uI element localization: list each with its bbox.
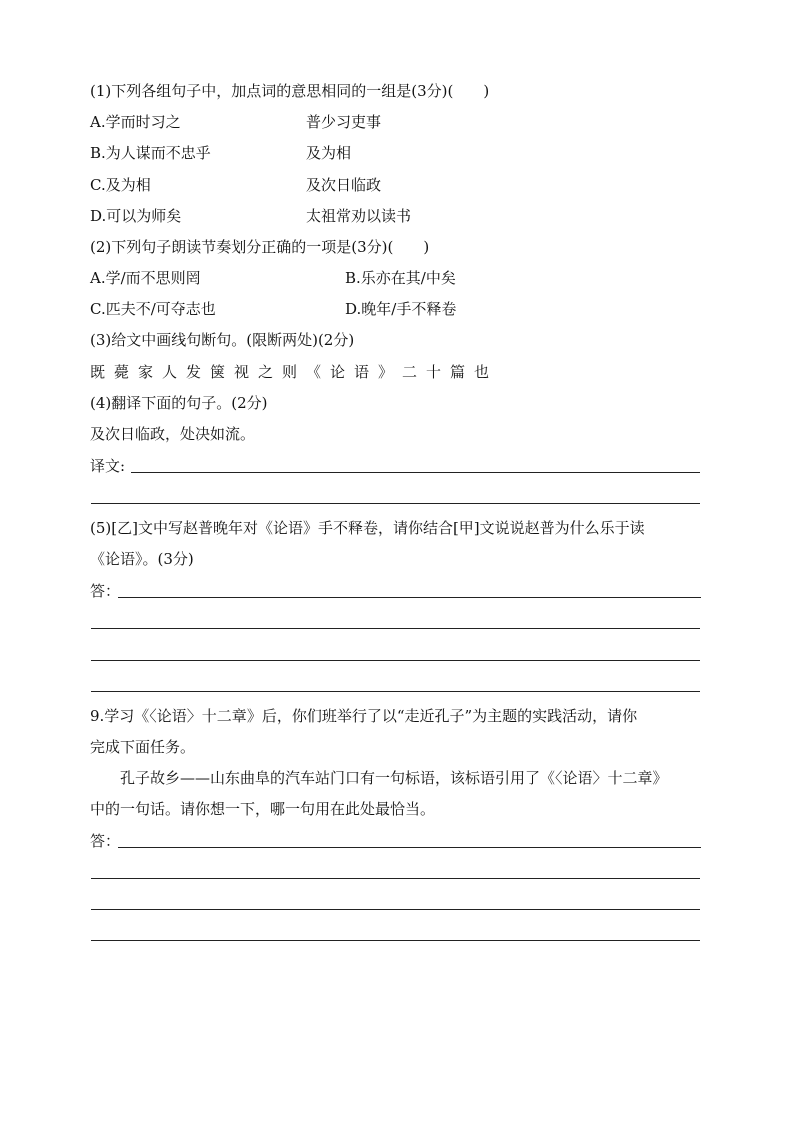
q8-3-stem: (3)给文中画线句断句。(限断两处)(2分): [90, 331, 355, 349]
q8-2-option-a: A.学/而不思则罔: [90, 269, 201, 287]
q8-5-answer-line-4[interactable]: [91, 691, 700, 692]
q8-1-option-a-right: 普少习吏事: [306, 113, 382, 131]
q8-1-option-c-left: C.及为相: [90, 176, 151, 194]
q8-5-answer-line-3[interactable]: [91, 660, 700, 661]
q8-2-option-c: C.匹夫不/可夺志也: [90, 300, 216, 318]
q8-4-answer-line-2[interactable]: [91, 503, 700, 504]
q8-1-option-b-left: B.为人谋而不忠乎: [90, 144, 211, 162]
q8-5-stem-line-2: 《论语》。(3分): [90, 550, 194, 568]
q8-2-option-b: B.乐亦在其/中矣: [345, 269, 456, 287]
q9-answer-line-3[interactable]: [91, 909, 700, 910]
q9-answer-line-2[interactable]: [91, 878, 700, 879]
q8-5-answer-label: 答：: [90, 582, 121, 600]
q8-1-option-d-right: 太祖常劝以读书: [306, 207, 412, 225]
q9-stem-line-2: 完成下面任务。: [90, 738, 196, 756]
q8-1-option-b-right: 及为相: [306, 144, 352, 162]
q8-2-stem: (2)下列句子朗读节奏划分正确的一项是(3分)( ): [90, 238, 430, 256]
q9-stem-line-1: 9.学习《〈论语〉十二章》后，你们班举行了以“走近孔子”为主题的实践活动，请你: [90, 707, 638, 725]
q8-3-sentence: 既薨家人发箧视之则《论语》二十篇也: [90, 363, 499, 381]
q8-4-answer-label: 译文:: [90, 457, 126, 475]
q8-4-stem: (4)翻译下面的句子。(2分): [90, 394, 268, 412]
q9-answer-line-1[interactable]: [118, 847, 701, 848]
q9-task-line-1: 孔子故乡——山东曲阜的汽车站门口有一句标语，该标语引用了《〈论语〉十二章》: [120, 769, 668, 787]
q9-answer-line-4[interactable]: [91, 940, 700, 941]
q8-2-option-d: D.晚年/手不释卷: [345, 300, 457, 318]
q8-1-option-a-left: A.学而时习之: [90, 113, 181, 131]
q8-4-answer-line-1[interactable]: [131, 472, 700, 473]
q8-1-option-d-left: D.可以为师矣: [90, 207, 182, 225]
q9-task-line-2: 中的一句话。请你想一下，哪一句用在此处最恰当。: [90, 800, 436, 818]
q8-5-answer-line-2[interactable]: [91, 628, 700, 629]
q9-answer-label: 答：: [90, 832, 121, 850]
q8-5-stem-line-1: (5)[乙]文中写赵普晚年对《论语》手不释卷，请你结合[甲]文说说赵普为什么乐于读: [90, 519, 645, 537]
q8-5-answer-line-1[interactable]: [118, 597, 701, 598]
q8-4-sentence: 及次日临政，处决如流。: [90, 425, 256, 443]
q8-1-option-c-right: 及次日临政: [306, 176, 382, 194]
q8-1-stem: (1)下列各组句子中，加点词的意思相同的一组是(3分)( ): [90, 82, 490, 100]
